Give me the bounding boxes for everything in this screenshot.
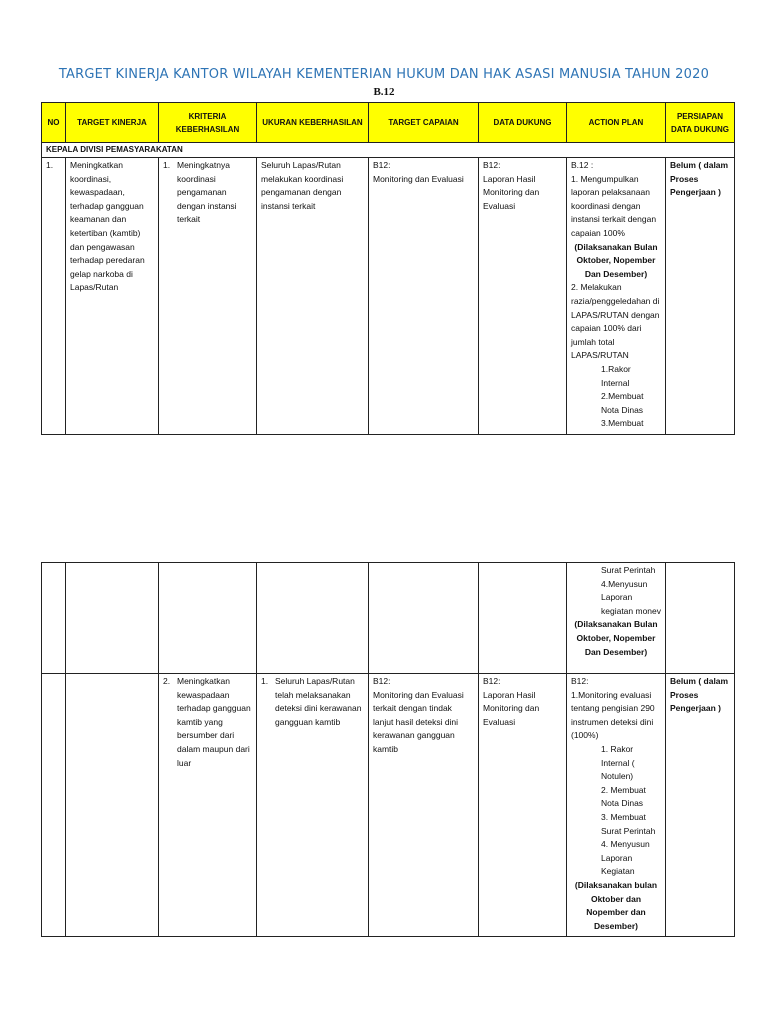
ukuran-cell: Seluruh Lapas/Rutan melakukan koordinasi pengamanan dengan instansi terkait — [257, 158, 369, 435]
dukung-text: Laporan Hasil Monitoring dan Evaluasi — [483, 173, 540, 211]
table-row — [42, 158, 735, 435]
action-step-continued: Surat Perintah — [601, 565, 656, 575]
header-no: NO — [42, 103, 66, 143]
row-number: 1. — [42, 158, 66, 435]
document-code: B.12 — [373, 86, 395, 98]
kriteria-text: Meningkatnya koordinasi pengamanan dengan instansi terkait — [177, 160, 237, 225]
action-schedule-note: (Dilaksanakan Bulan Oktober, Nopember Dan Desember) — [574, 619, 658, 657]
action-step: 4. Menyusun Laporan Kegiatan — [601, 839, 650, 877]
action-plan-cell — [567, 674, 666, 937]
action-item: 1.Monitoring evaluasi tentang pengisian 290 instrumen deteksi dini (100%) — [571, 689, 655, 741]
action-step: 1.Rakor Internal — [601, 363, 631, 388]
header-ukuran: UKURAN KEBERHASILAN — [257, 103, 369, 143]
kriteria-cell — [159, 158, 257, 435]
data-dukung-cell — [479, 158, 567, 435]
capaian-code: B12: — [373, 676, 391, 686]
data-dukung-cell — [479, 674, 567, 937]
target-kinerja-cell: Meningkatkan koordinasi, kewaspadaan, terhadap gangguan keamanan dan ketertiban (kamtib) dan pengawasan terhadap peredaran gelap narkoba di Lapas/Rutan — [66, 158, 159, 435]
action-schedule-note: (Dilaksanakan bulan Oktober dan Nopember dan Desember) — [574, 879, 658, 931]
capaian-text: Monitoring dan Evaluasi — [373, 173, 464, 184]
header-target-kinerja: TARGET KINERJA — [66, 103, 159, 143]
header-row — [42, 103, 735, 143]
action-step: 1. Rakor Internal ( Notulen) — [601, 743, 635, 782]
table-row — [42, 563, 735, 674]
persiapan-cell: Belum ( dalam Proses Pengerjaan ) — [666, 158, 735, 435]
action-step: 2. Membuat Nota Dinas — [601, 784, 646, 809]
action-schedule-note: (Dilaksanakan Bulan Oktober, Nopember Dan Desember) — [574, 241, 658, 279]
capaian-code: B12: — [373, 160, 391, 170]
action-code: B.12 : — [571, 160, 594, 170]
target-kinerja-text: Meningkatkan kewaspadaan terhadap gangguan kamtib yang bersumber dari dalam maupun dari luar — [177, 676, 251, 768]
action-plan-cell — [567, 158, 666, 435]
table-row — [42, 674, 735, 937]
action-item: 1. Mengumpulkan laporan pelaksanaan koordinasi dengan instansi terkait dengan capaian 100% — [571, 173, 657, 238]
kriteria-text: Seluruh Lapas/Rutan telah melaksanakan deteksi dini kerawanan gangguan kamtib — [275, 676, 362, 727]
dukung-code: B12: — [483, 676, 501, 686]
target-kinerja-cell — [159, 674, 257, 937]
kriteria-number: 1. — [163, 160, 171, 170]
kriteria-number: 1. — [261, 676, 269, 686]
header-data-dukung: DATA DUKUNG — [479, 103, 567, 143]
target-capaian-cell — [369, 158, 479, 435]
header-action-plan: ACTION PLAN — [567, 103, 666, 143]
dukung-text: Laporan Hasil Monitoring dan Evaluasi — [483, 689, 540, 727]
section-row — [42, 143, 735, 158]
capaian-text: Monitoring dan Evaluasi terkait dengan tindak lanjut hasil deteksi dini kerawanan gangguan kamtib — [373, 689, 464, 754]
document-title: TARGET KINERJA KANTOR WILAYAH KEMENTERIAN HUKUM DAN HAK ASASI MANUSIA TAHUN 2020 — [58, 67, 710, 82]
header-persiapan: PERSIAPAN DATA DUKUNG — [666, 103, 735, 143]
persiapan-cell: Belum ( dalam Proses Pengerjaan ) — [666, 674, 735, 937]
target-table-page-1 — [41, 102, 735, 435]
action-item: 2. Melakukan razia/penggeledahan di LAPAS/RUTAN dengan capaian 100% dari jumlah total LAPAS/RUTAN — [571, 282, 660, 361]
target-table-page-2 — [41, 562, 735, 937]
target-capaian-cell — [369, 674, 479, 937]
action-step: 2.Membuat Nota Dinas — [601, 391, 644, 415]
target-number: 2. — [163, 676, 171, 686]
action-step: 4.Menyusun Laporan kegiatan monev — [601, 578, 662, 616]
action-code: B12: — [571, 676, 589, 686]
action-plan-cell — [567, 563, 666, 674]
kriteria-cell — [257, 674, 369, 937]
dukung-code: B12: — [483, 160, 501, 170]
section-title: KEPALA DIVISI PEMASYARAKATAN — [42, 143, 735, 158]
action-step: 3. Membuat Surat Perintah — [601, 811, 656, 836]
header-target-capaian: TARGET CAPAIAN — [369, 103, 479, 143]
action-step: 3.Membuat — [601, 418, 644, 429]
header-kriteria: KRITERIA KEBERHASILAN — [159, 103, 257, 143]
